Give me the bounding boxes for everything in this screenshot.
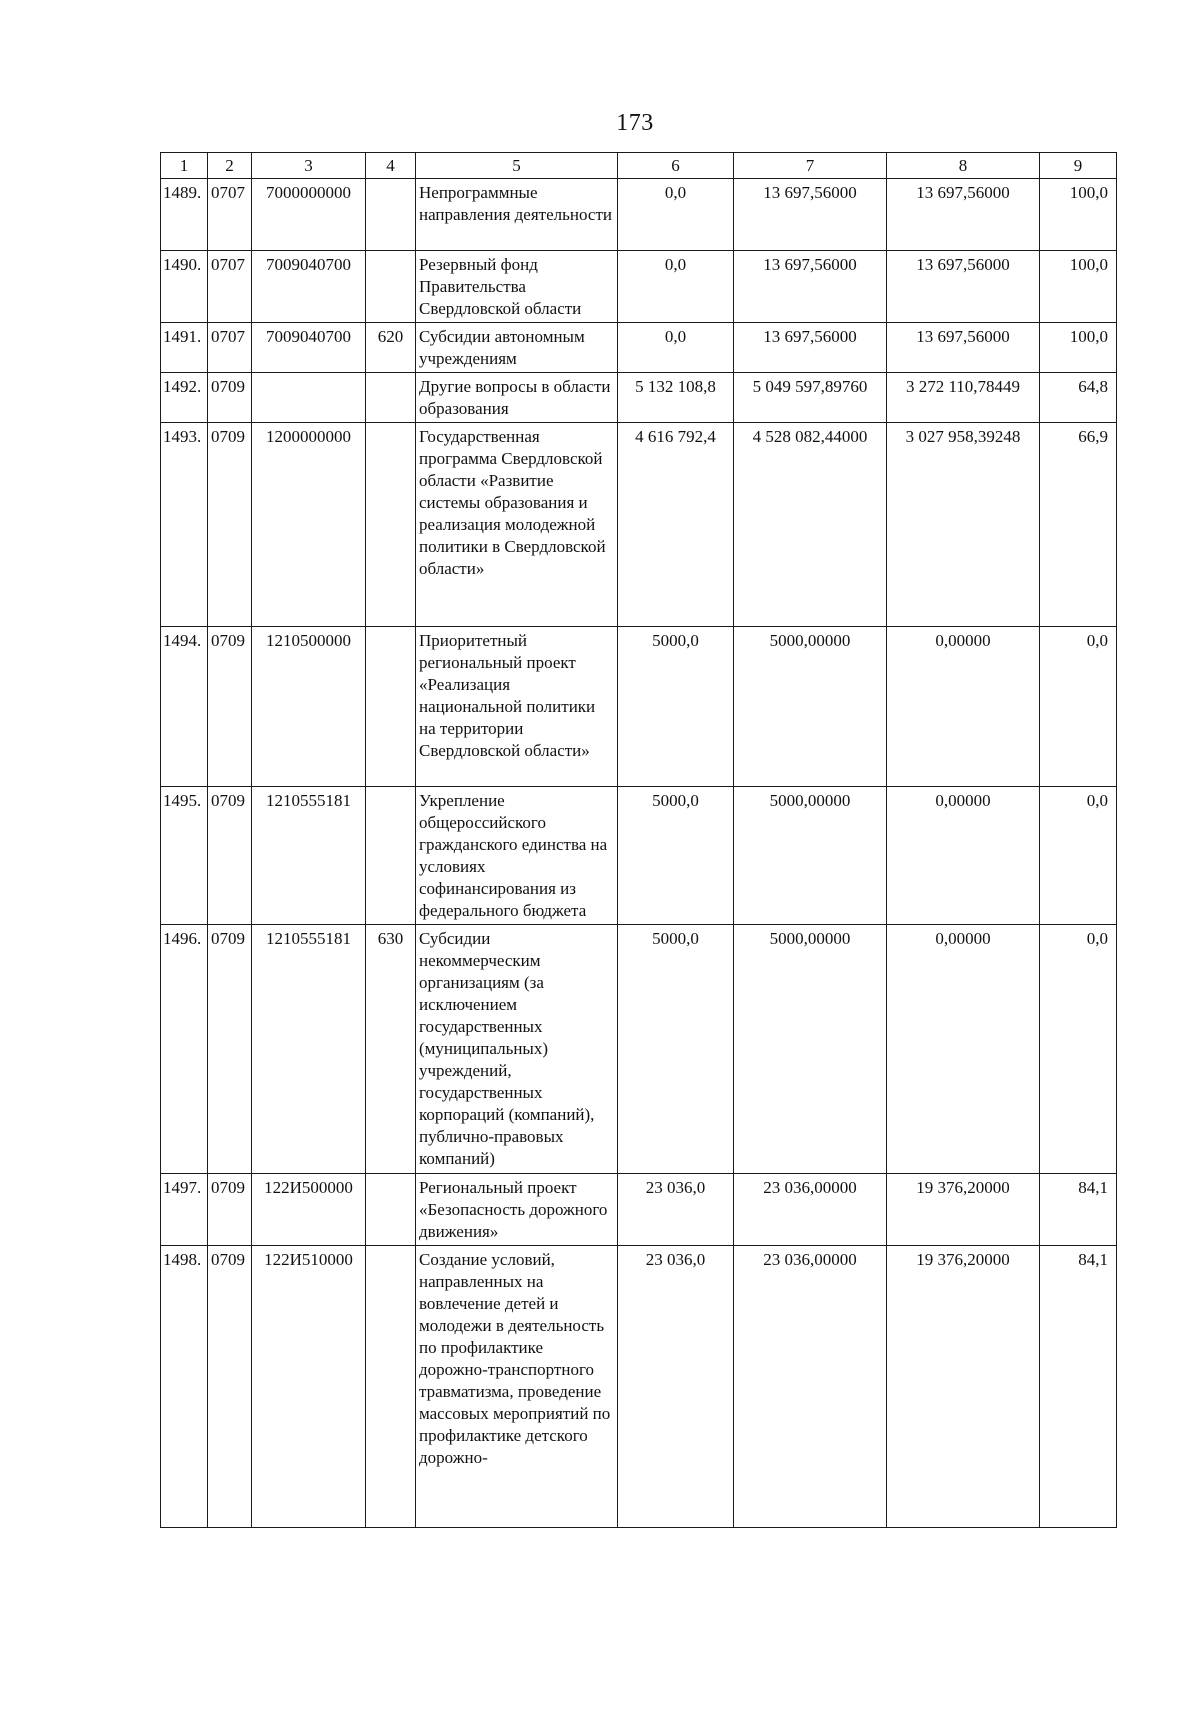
value-col-8: 0,00000 [887,787,1040,925]
section-code: 0709 [208,925,252,1174]
target-code: 1210500000 [252,627,366,787]
col-header-6: 6 [618,153,734,179]
value-col-6: 0,0 [618,251,734,323]
item-name: Непрограммные направления деятельности [416,179,618,251]
col-header-9: 9 [1040,153,1117,179]
value-col-6: 0,0 [618,179,734,251]
section-code: 0709 [208,423,252,627]
value-col-9: 100,0 [1040,179,1117,251]
value-col-7: 5000,00000 [734,787,887,925]
value-col-7: 5000,00000 [734,925,887,1174]
target-code: 1200000000 [252,423,366,627]
row-number: 1491. [161,323,208,373]
row-number: 1490. [161,251,208,323]
value-col-6: 0,0 [618,323,734,373]
item-name: Приоритетный региональный проект «Реализация национальной политики на территории Свердловской области» [416,627,618,787]
col-header-2: 2 [208,153,252,179]
value-col-7: 13 697,56000 [734,251,887,323]
value-col-6: 23 036,0 [618,1246,734,1528]
value-col-8: 0,00000 [887,627,1040,787]
col-header-4: 4 [366,153,416,179]
value-col-6: 5000,0 [618,925,734,1174]
row-number: 1492. [161,373,208,423]
expense-type: 630 [366,925,416,1174]
expense-type [366,627,416,787]
value-col-7: 4 528 082,44000 [734,423,887,627]
target-code: 7009040700 [252,323,366,373]
expense-type [366,1246,416,1528]
value-col-7: 5000,00000 [734,627,887,787]
expense-type [366,1174,416,1246]
section-code: 0709 [208,627,252,787]
value-col-7: 13 697,56000 [734,179,887,251]
target-code: 122И510000 [252,1246,366,1528]
target-code: 7000000000 [252,179,366,251]
table-row [161,1174,1117,1246]
value-col-7: 23 036,00000 [734,1174,887,1246]
row-number: 1497. [161,1174,208,1246]
row-number: 1494. [161,627,208,787]
value-col-9: 100,0 [1040,251,1117,323]
col-header-5: 5 [416,153,618,179]
value-col-8: 3 272 110,78449 [887,373,1040,423]
target-code: 1210555181 [252,787,366,925]
item-name: Региональный проект «Безопасность дорожного движения» [416,1174,618,1246]
value-col-7: 23 036,00000 [734,1246,887,1528]
expense-type [366,787,416,925]
table-row [161,925,1117,1174]
target-code: 7009040700 [252,251,366,323]
expense-type [366,179,416,251]
value-col-9: 84,1 [1040,1174,1117,1246]
expense-type [366,251,416,323]
col-header-3: 3 [252,153,366,179]
item-name: Создание условий, направленных на вовлечение детей и молодежи в деятельность по профилактике дорожно-транспортного травматизма, проведение массовых мероприятий по профилактике детского дорожно- [416,1246,618,1528]
item-name: Другие вопросы в области образования [416,373,618,423]
value-col-9: 66,9 [1040,423,1117,627]
item-name: Укрепление общероссийского гражданского единства на условиях софинансирования из федерального бюджета [416,787,618,925]
section-code: 0709 [208,1174,252,1246]
table-row [161,323,1117,373]
value-col-6: 5000,0 [618,787,734,925]
table-row [161,1246,1117,1528]
section-code: 0709 [208,373,252,423]
expense-type [366,423,416,627]
value-col-8: 19 376,20000 [887,1174,1040,1246]
col-header-8: 8 [887,153,1040,179]
value-col-6: 4 616 792,4 [618,423,734,627]
value-col-8: 19 376,20000 [887,1246,1040,1528]
section-code: 0709 [208,787,252,925]
table-row [161,179,1117,251]
table-row [161,373,1117,423]
section-code: 0707 [208,251,252,323]
row-number: 1493. [161,423,208,627]
value-col-9: 84,1 [1040,1246,1117,1528]
target-code [252,373,366,423]
item-name: Резервный фонд Правительства Свердловской области [416,251,618,323]
value-col-6: 5000,0 [618,627,734,787]
header-row [161,153,1117,179]
value-col-8: 13 697,56000 [887,323,1040,373]
row-number: 1498. [161,1246,208,1528]
item-name: Субсидии автономным учреждениям [416,323,618,373]
page-number: 173 [616,110,654,136]
item-name: Субсидии некоммерческим организациям (за исключением государственных (муниципальных) учреждений, государственных корпораций (компаний), публично-правовых компаний) [416,925,618,1174]
section-code: 0707 [208,323,252,373]
value-col-8: 13 697,56000 [887,251,1040,323]
col-header-1: 1 [161,153,208,179]
row-number: 1489. [161,179,208,251]
value-col-9: 100,0 [1040,323,1117,373]
value-col-7: 5 049 597,89760 [734,373,887,423]
value-col-6: 23 036,0 [618,1174,734,1246]
section-code: 0709 [208,1246,252,1528]
table-row [161,627,1117,787]
item-name: Государственная программа Свердловской области «Развитие системы образования и реализация молодежной политики в Свердловской области» [416,423,618,627]
value-col-9: 0,0 [1040,925,1117,1174]
value-col-7: 13 697,56000 [734,323,887,373]
row-number: 1495. [161,787,208,925]
target-code: 1210555181 [252,925,366,1174]
value-col-9: 0,0 [1040,787,1117,925]
expense-type: 620 [366,323,416,373]
table-row [161,787,1117,925]
table-row [161,423,1117,627]
target-code: 122И500000 [252,1174,366,1246]
table-row [161,251,1117,323]
budget-table [160,152,1117,1528]
value-col-9: 0,0 [1040,627,1117,787]
section-code: 0707 [208,179,252,251]
value-col-6: 5 132 108,8 [618,373,734,423]
value-col-9: 64,8 [1040,373,1117,423]
expense-type [366,373,416,423]
value-col-8: 13 697,56000 [887,179,1040,251]
value-col-8: 0,00000 [887,925,1040,1174]
row-number: 1496. [161,925,208,1174]
value-col-8: 3 027 958,39248 [887,423,1040,627]
col-header-7: 7 [734,153,887,179]
